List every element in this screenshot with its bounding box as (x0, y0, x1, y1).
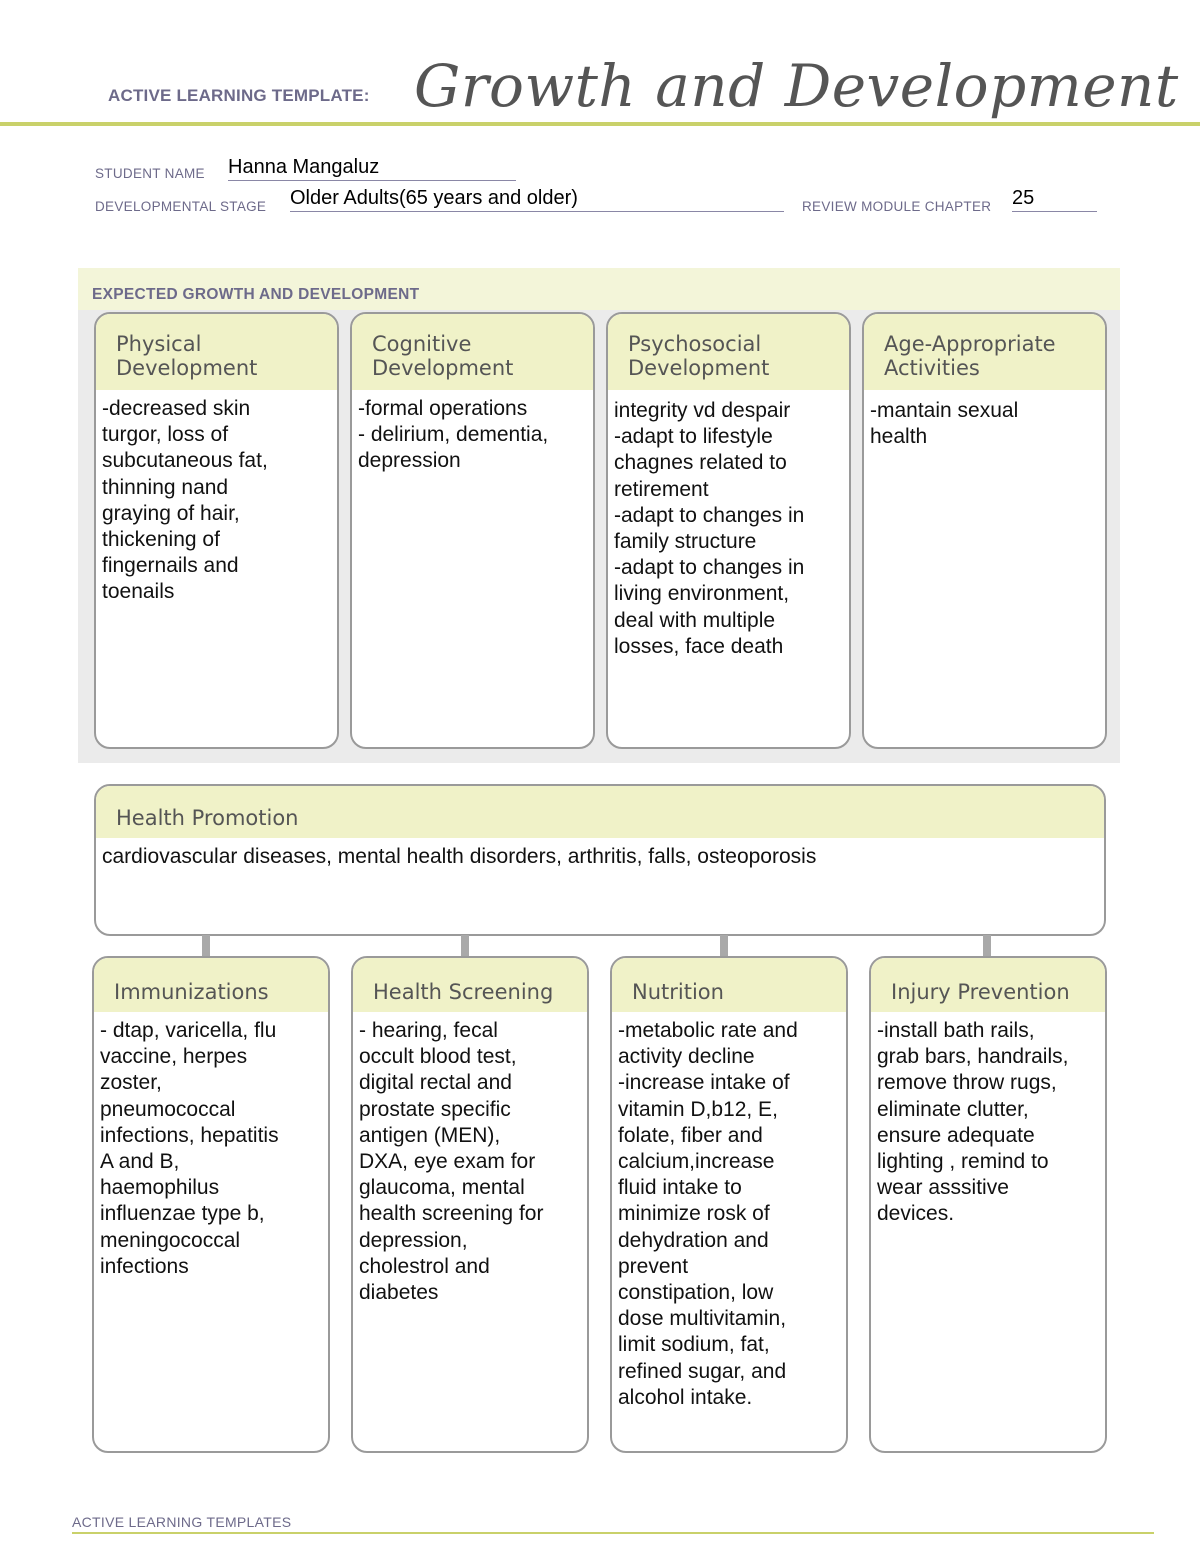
psychosocial-development-card (606, 312, 851, 749)
developmental-stage-label: DEVELOPMENTAL STAGE (95, 199, 267, 214)
page-title: Growth and Development (414, 52, 1179, 120)
card-title: Immunizations (94, 958, 328, 1012)
expected-growth-title: EXPECTED GROWTH AND DEVELOPMENT (92, 286, 420, 303)
card-title: Physical Development (96, 314, 337, 390)
card-title: Nutrition (612, 958, 846, 1012)
review-module-chapter-label: REVIEW MODULE CHAPTER (802, 199, 992, 214)
review-module-chapter-field[interactable]: 25 (1012, 187, 1097, 212)
connector (983, 935, 991, 957)
nutrition-card (610, 956, 848, 1453)
card-title: Age-Appropriate Activities (864, 314, 1105, 390)
health-promotion-card (94, 784, 1106, 936)
health-screening-text[interactable]: - hearing, fecal occult blood test, digital rectal and prostate specific antigen (MEN), DXA, eye exam for glaucoma, mental health screening for depression, cholestrol and diabetes (359, 1019, 544, 1305)
connector (202, 935, 210, 957)
physical-development-card (94, 312, 339, 749)
injury-prevention-text[interactable]: -install bath rails, grab bars, handrails, remove throw rugs, eliminate clutter, ensure adequate lighting , remind to wear asssitive devices. (877, 1019, 1069, 1226)
student-name-label: STUDENT NAME (95, 166, 205, 181)
nutrition-text[interactable]: -metabolic rate and activity decline -increase intake of vitamin D,b12, E, folate, fiber and calcium,increase fluid intake to minimize rosk of dehydration and prevent constipation, low dose multivitamin, limit sodium, fat, refined sugar, and alcohol intake. (618, 1019, 798, 1409)
psychosocial-development-text[interactable]: integrity vd despair -adapt to lifestyle chagnes related to retirement -adapt to changes in family structure -adapt to changes in living environment, deal with multiple losses, face death (614, 399, 805, 658)
cognitive-development-text[interactable]: -formal operations - delirium, dementia, depression (358, 397, 549, 473)
age-appropriate-activities-card (862, 312, 1107, 749)
student-name-field[interactable]: Hanna Mangaluz (228, 156, 516, 181)
health-screening-card (351, 956, 589, 1453)
cognitive-development-card (350, 312, 595, 749)
injury-prevention-card (869, 956, 1107, 1453)
card-title: Injury Prevention (871, 958, 1105, 1012)
footer-divider (72, 1532, 1154, 1534)
footer-label: ACTIVE LEARNING TEMPLATES (72, 1514, 292, 1530)
card-title: Health Screening (353, 958, 587, 1012)
card-title: Cognitive Development (352, 314, 593, 390)
age-appropriate-activities-text[interactable]: -mantain sexual health (870, 399, 1019, 449)
immunizations-text[interactable]: - dtap, varicella, flu vaccine, herpes zoster, pneumococcal infections, hepatitis A and B, haemophilus influenzae type b, meningococcal infections (100, 1019, 279, 1278)
template-label: ACTIVE LEARNING TEMPLATE: (108, 86, 370, 105)
header-divider (0, 122, 1200, 126)
connector (461, 935, 469, 957)
card-title: Psychosocial Development (608, 314, 849, 390)
developmental-stage-field[interactable]: Older Adults(65 years and older) (290, 187, 784, 212)
connector (720, 935, 728, 957)
physical-development-text[interactable]: -decreased skin turgor, loss of subcutaneous fat, thinning nand graying of hair, thickening of fingernails and toenails (102, 397, 268, 604)
health-promotion-text[interactable]: cardiovascular diseases, mental health disorders, arthritis, falls, osteoporosis (102, 845, 817, 868)
immunizations-card (92, 956, 330, 1453)
health-promotion-title: Health Promotion (96, 786, 1104, 838)
